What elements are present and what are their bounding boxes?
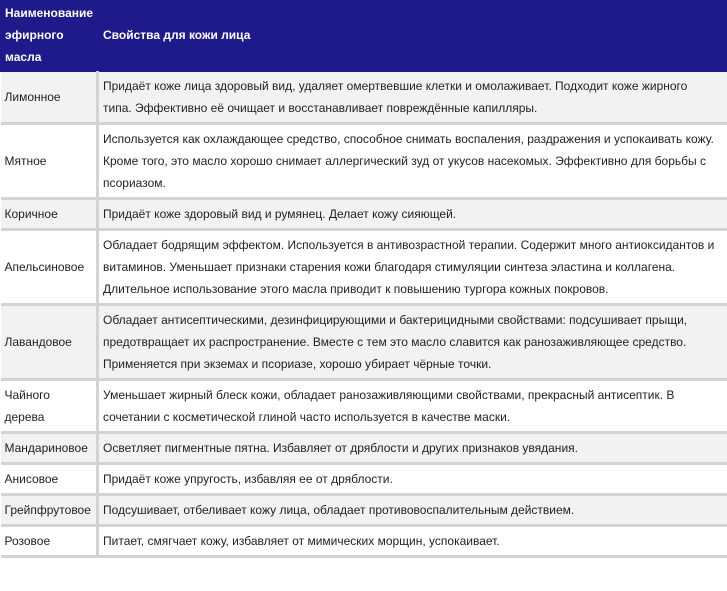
oil-description-cell: Обладает бодрящим эффектом. Используется в антивозрастной терапии. Содержит много антиоксидантов и витаминов. Уменьшает признаки старения кожи благодаря стимуляции синтеза эластина и коллагена. Длительное использование этого масла приводит к повышению тургора кожных покровов. [98, 230, 727, 305]
oil-name-cell: Мандариновое [1, 433, 98, 464]
oil-name-cell: Грейпфрутовое [1, 495, 98, 526]
oil-description-cell: Подсушивает, отбеливает кожу лица, обладает противовоспалительным действием. [98, 495, 727, 526]
oil-name-cell: Анисовое [1, 464, 98, 495]
table-row [1, 72, 727, 124]
table-row [1, 526, 727, 557]
oil-name-cell: Лавандовое [1, 305, 98, 380]
table-row [1, 124, 727, 199]
oil-description-cell: Обладает антисептическими, дезинфицирующими и бактерицидными свойствами: подсушивает прыщи, предотвращает их распространение. Вместе с тем это масло славится как ранозаживляющее средство. Применяется при экземах и псориазе, хорошо убирает чёрные точки. [98, 305, 727, 380]
table-row [1, 495, 727, 526]
table-row [1, 230, 727, 305]
oil-description-cell: Придаёт коже здоровый вид и румянец. Делает кожу сияющей. [98, 199, 727, 230]
oil-name-cell: Мятное [1, 124, 98, 199]
table-header-row [1, 0, 727, 72]
oil-name-cell: Коричное [1, 199, 98, 230]
oil-description-cell: Питает, смягчает кожу, избавляет от мимических морщин, успокаивает. [98, 526, 727, 557]
oil-description-cell: Используется как охлаждающее средство, способное снимать воспаления, раздражения и успокаивать кожу. Кроме того, это масло хорошо снимает аллергический зуд от укусов насекомых. Эффективно для борьбы с псориазом. [98, 124, 727, 199]
table-row [1, 464, 727, 495]
table-row [1, 305, 727, 380]
oil-name-cell: Лимонное [1, 72, 98, 124]
oil-description-cell: Осветляет пигментные пятна. Избавляет от дряблости и других признаков увядания. [98, 433, 727, 464]
oil-name-cell: Апельсиновое [1, 230, 98, 305]
oil-name-cell: Чайного дерева [1, 380, 98, 433]
oil-name-cell: Розовое [1, 526, 98, 557]
table-row [1, 433, 727, 464]
table-row [1, 199, 727, 230]
oil-description-cell: Придаёт коже упругость, избавляя ее от дряблости. [98, 464, 727, 495]
oil-description-cell: Уменьшает жирный блеск кожи, обладает ранозаживляющими свойствами, прекрасный антисептик. В сочетании с косметической глиной часто используется в качестве маски. [98, 380, 727, 433]
oil-description-cell: Придаёт коже лица здоровый вид, удаляет омертвевшие клетки и омолаживает. Подходит коже жирного типа. Эффективно её очищает и восстанавливает повреждённые капилляры. [98, 72, 727, 124]
header-skin-properties: Свойства для кожи лица [98, 0, 727, 72]
header-oil-name: Наименование эфирного масла [1, 0, 98, 72]
table-row [1, 380, 727, 433]
